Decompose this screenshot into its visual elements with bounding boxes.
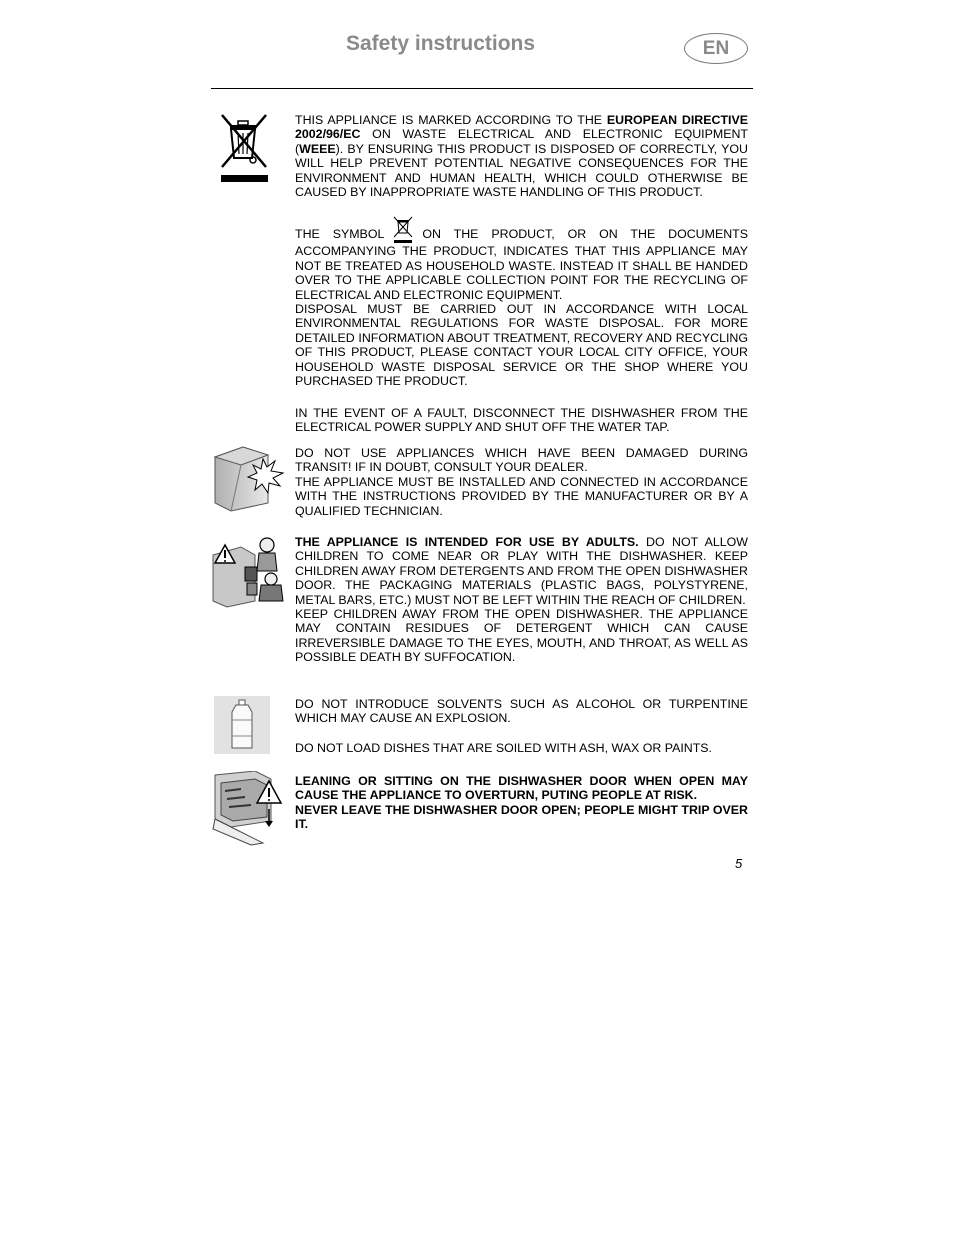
damage-paragraph-1: DO NOT USE APPLIANCES WHICH HAVE BEEN DAMAGED DURING TRANSIT! IF IN DOUBT, CONSULT YOUR DEALER. [295,446,748,475]
solvents-paragraph-2: DO NOT LOAD DISHES THAT ARE SOILED WITH ASH, WAX OR PAINTS. [295,740,712,755]
weee-bin-icon [216,111,272,184]
weee-paragraph-3: DISPOSAL MUST BE CARRIED OUT IN ACCORDANCE WITH LOCAL ENVIRONMENTAL REGULATIONS FOR WASTE DISPOSAL. FOR MORE DETAILED INFORMATION ABOUT TREATMENT, RECOVERY AND RECYCLING OF THIS PRODUCT, PLEASE CONTACT YOUR LOCAL CITY OFFICE, YOUR HOUSEHOLD WASTE DISPOSAL SERVICE OR THE SHOP WHERE YOU PURCHASED THE PRODUCT. [295,302,748,389]
solvent-bottle-icon [214,696,270,754]
solvents-paragraph-1: DO NOT INTRODUCE SOLVENTS SUCH AS ALCOHOL OR TURPENTINE WHICH MAY CAUSE AN EXPLOSION. [295,697,748,726]
open-door-warning-icon [211,771,286,848]
language-badge: EN [684,33,748,64]
door-section [295,774,748,832]
weee-paragraph-4: IN THE EVENT OF A FAULT, DISCONNECT THE DISHWASHER FROM THE ELECTRICAL POWER SUPPLY AND SHUT OFF THE WATER TAP. [295,405,748,434]
door-paragraph-1: LEANING OR SITTING ON THE DISHWASHER DOOR WHEN OPEN MAY CAUSE THE APPLIANCE TO OVERTURN, PUTING PEOPLE AT RISK. [295,774,748,803]
children-paragraph-2: KEEP CHILDREN AWAY FROM THE OPEN DISHWASHER. THE APPLIANCE MAY CONTAIN RESIDUES OF DETERGENT WHICH CAN CAUSE IRREVERSIBLE DAMAGE TO THE EYES, MOUTH, AND THROAT, AS WELL AS POSSIBLE DEATH BY SUFFOCATION. [295,607,748,665]
children-paragraph-1: THE APPLIANCE IS INTENDED FOR USE BY ADULTS. DO NOT ALLOW CHILDREN TO COME NEAR OR PLAY WITH THE DISHWASHER. KEEP CHILDREN AWAY FROM DETERGENTS AND FROM THE OPEN DISHWASHER DOOR. THE PACKAGING MATERIALS (PLASTIC BAGS, POLYSTYRENE, METAL BARS, ETC.) MUST NOT BE LEFT WITHIN THE REACH OF CHILDREN. [295,535,749,607]
solvents-section [295,697,748,755]
weee-symbol-icon [392,216,414,244]
damage-section [295,446,748,518]
weee-paragraph-1: THIS APPLIANCE IS MARKED ACCORDING TO THE EUROPEAN DIRECTIVE 2002/96/EC ON WASTE ELECTRICAL AND ELECTRONIC EQUIPMENT (WEEE). BY ENSURING THIS PRODUCT IS DISPOSED OF CORRECTLY, YOU WILL HELP PREVENT POTENTIAL NEGATIVE CONSEQUENCES FOR THE ENVIRONMENT AND HUMAN HEALTH, WHICH COULD OTHERWISE BE CAUSED BY INAPPROPRIATE WASTE HANDLING OF THIS PRODUCT. [295,113,749,200]
weee-paragraph-2: THE SYMBOL ON THE PRODUCT, OR ON THE DOCUMENTS ACCOMPANYING THE PRODUCT, INDICATES THAT THIS APPLIANCE MAY NOT BE TREATED AS HOUSEHOLD WASTE. INSTEAD IT SHALL BE HANDED OVER TO THE APPLICABLE COLLECTION POINT FOR THE RECYCLING OF ELECTRICAL AND ELECTRONIC EQUIPMENT. [295,216,748,302]
children-section [295,535,748,665]
page-number: 5 [735,856,743,871]
damaged-appliance-icon [213,445,285,513]
children-warning-icon [211,535,286,609]
page-title: Safety instructions [346,32,536,55]
door-paragraph-2: NEVER LEAVE THE DISHWASHER DOOR OPEN; PEOPLE MIGHT TRIP OVER IT. [295,802,748,832]
weee-section [295,113,748,434]
header-divider [211,88,753,89]
damage-paragraph-2: THE APPLIANCE MUST BE INSTALLED AND CONNECTED IN ACCORDANCE WITH THE INSTRUCTIONS PROVIDED BY THE MANUFACTURER OR BY A QUALIFIED TECHNICIAN. [295,474,748,518]
